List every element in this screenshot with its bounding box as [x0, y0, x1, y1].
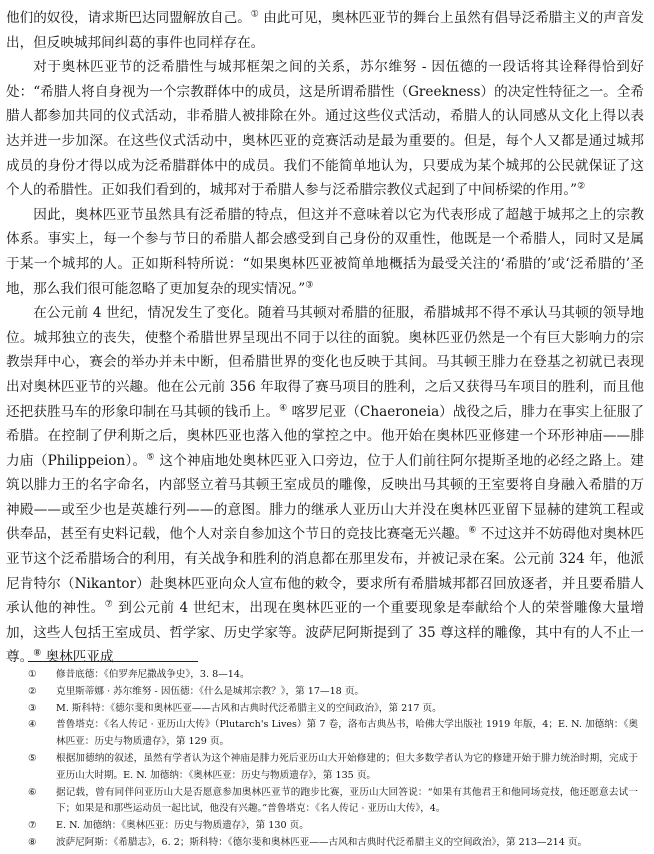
footnote	[28, 818, 638, 835]
text-run: 由此可见，奥林匹亚节的舞台上虽然有倡导泛希腊主义的声音发出，但反映城邦间纠葛的事件也同样存在。	[6, 10, 644, 51]
footnote-number: ⑥	[28, 786, 37, 798]
paragraph	[6, 203, 644, 301]
footnote	[28, 785, 638, 819]
footnote-text: 波萨尼阿斯：《希腊志》，6. 2；斯科特：《德尔斐和奥林匹亚——古风和古典时代泛希腊主义的空间政治》，第 213—214 页。	[56, 836, 588, 848]
text-run: 他们的奴役，请求斯巴达同盟解放自己。	[6, 10, 251, 26]
text-run: 不过这并不妨碍他对奥林匹亚节这个泛希腊场合的利用，有关战争和胜利的消息都在那里发布，并被记录在案。公元前 324 年，他派尼肯特尔（Nikantor）赴奥林匹亚向众人宣布他的敕令，要求所有希腊城邦都召回放逐者，并且要希腊人承认他的神性。	[6, 526, 644, 617]
text-run: 喀罗尼亚（Chaeroneia）战役之后，腓力在事实上征服了希腊。在控制了伊利斯之后，奥林匹亚也落入他的掌控之中。他开始在奥林匹亚修建一个环形神庙——腓力庙（Philippeion）。	[6, 403, 645, 469]
paragraph	[6, 6, 644, 55]
text-run: 因此，奥林匹亚节虽然具有泛希腊的特点，但这并不意味着以它为代表形成了超越于城邦之上的宗教体系。事实上，每一个参与节日的希腊人都会感受到自己身份的双重性，他既是一个希腊人，同时又是属于某一个城邦的人。正如斯科特所说：“如果奥林匹亚被简单地概括为最受关注的‘希腊的’或‘泛希腊的’圣地，那么我们很可能忽略了更加复杂的现实情况。”	[6, 206, 644, 297]
text-run: 对于奥林匹亚节的泛希腊性与城邦框架之间的关系，苏尔维努 - 因伍德的一段话将其诠释得恰到好处：“希腊人将自身视为一个宗教群体中的成员，这是所谓希腊性（Greekness）的决定性特征之一。全希腊人都参加共同的仪式活动，非希腊人被排除在外。通过这些仪式活动，希腊人的认同感从文化上得以表达并进一步加深。在这些仪式活动中，奥林匹亚的竞赛活动是最为重要的。但是，每个人又都是通过城邦成员的身份才得以成为泛希腊群体中的成员。我们不能简单地认为，只要成为某个城邦的公民就保证了这个人的希腊性。正如我们看到的，城邦对于希腊人参与泛希腊宗教仪式起到了中间桥梁的作用。”	[6, 59, 644, 199]
footnote-text: 修昔底德：《伯罗奔尼撒战争史》，3. 8—14。	[56, 669, 250, 680]
text-run: 奥林匹亚成	[41, 649, 114, 666]
footnote-text: 克里斯蒂娜 · 苏尔维努 - 因伍德：《什么是城邦宗教？》，第 17—18 页。	[56, 685, 365, 697]
body-text	[6, 0, 644, 670]
footnote-marker[interactable]: ⑧	[33, 648, 42, 659]
footnote-number: ②	[28, 685, 37, 697]
footnote	[28, 717, 638, 751]
footnote	[28, 684, 638, 701]
footnote-marker[interactable]: ③	[305, 280, 314, 290]
text-run: 在公元前 4 世纪，情况发生了变化。随着马其顿对希腊的征服，希腊城邦不得不承认马其顿的领导地位。城邦独立的丧失，使整个希腊世界呈现出不同于以往的面貌。奥林匹亚仍然是一个有巨大影响力的宗教崇拜中心，赛会的举办并未中断，但希腊世界的变化也反映于其间。马其顿王腓力在登基之初就已表现出对奥林匹亚节的兴趣。他在公元前 356 年取得了赛马项目的胜利，之后又获得马车项目的胜利，而且他还把获胜马车的形象印制在马其顿的钱币上。	[6, 305, 644, 420]
footnote-number: ④	[28, 719, 37, 731]
footnotes	[28, 667, 638, 852]
footnote-marker[interactable]: ②	[577, 181, 586, 192]
footnote-number: ⑧	[28, 836, 37, 848]
footnote-marker[interactable]: ⑦	[104, 599, 114, 610]
footnote	[28, 751, 638, 785]
book-page	[6, 0, 644, 670]
footnote-divider	[28, 661, 198, 662]
footnote-text: E. N. 加德纳：《奥林匹亚：历史与物质遗存》，第 130 页。	[56, 820, 309, 832]
footnote-text: 根据加德纳的叙述，虽然有学者认为这个神庙是腓力死后亚历山大开始修建的；但大多数学者认为它的修建开始于腓力统治时期，完成于亚历山大时期。E. N. 加德纳：《奥林匹亚：历史与物质遗存》，第 135 页。	[56, 752, 638, 781]
footnote	[28, 701, 638, 718]
footnote	[28, 835, 638, 852]
text-run: 这个神庙地处奥林匹亚入口旁边，位于人们前往阿尔提斯圣地的必经之路上。建筑以腓力王的名字命名，内部竖立着马其顿王室成员的雕像，反映出马其顿的王室要将自身融入希腊的万神殿——或至少也是英雄行列——的意图。腓力的继承人亚历山大并没在奥林匹亚留下显赫的建筑工程或供奉品，甚至有史料记载，他个人对亲自参加这个节日的竞技比赛毫无兴趣。	[6, 452, 644, 543]
footnote-number: ⑤	[28, 752, 37, 764]
paragraph	[6, 55, 644, 203]
footnote	[28, 667, 638, 684]
footnote-text: M. 斯科特：《德尔斐和奥林匹亚——古风和古典时代泛希腊主义的空间政治》，第 217 页。	[56, 702, 442, 714]
footnote-marker[interactable]: ⑥	[468, 525, 477, 536]
footnote-marker[interactable]: ①	[250, 9, 259, 20]
paragraph	[6, 301, 644, 670]
footnote-text: 据记载，曾有同伴问亚历山大是否愿意参加奥林匹亚节的跑步比赛，亚历山大回答说：“如果有其他君王和他同场竞技，他还愿意去试一下；如果是和那些运动员一起比试，他没有兴趣。”普鲁塔克：《名人传记 · 亚历山大传》，4。	[56, 786, 638, 815]
footnote-number: ①	[28, 669, 37, 680]
footnote-marker[interactable]: ④	[279, 402, 288, 413]
footnote-marker[interactable]: ⑤	[146, 452, 155, 463]
footnote-text: 普鲁塔克：《名人传记 · 亚历山大传》（Plutarch's Lives）第 7 卷，洛布古典丛书，哈佛大学出版社 1919 年版，4；E. N. 加德纳：《奥林匹亚：历史与物质遗存》，第 129 页。	[56, 719, 638, 748]
footnote-number: ⑦	[28, 820, 37, 832]
text-run: 到公元前 4 世纪末，出现在奥林匹亚的一个重要现象是奉献给个人的荣誉雕像大量增加，这些人包括王室成员、哲学家、历史学家等。波萨尼阿斯提到了 35 尊这样的雕像，其中有的人不止一尊。	[6, 600, 645, 666]
footnote-number: ③	[28, 702, 37, 714]
